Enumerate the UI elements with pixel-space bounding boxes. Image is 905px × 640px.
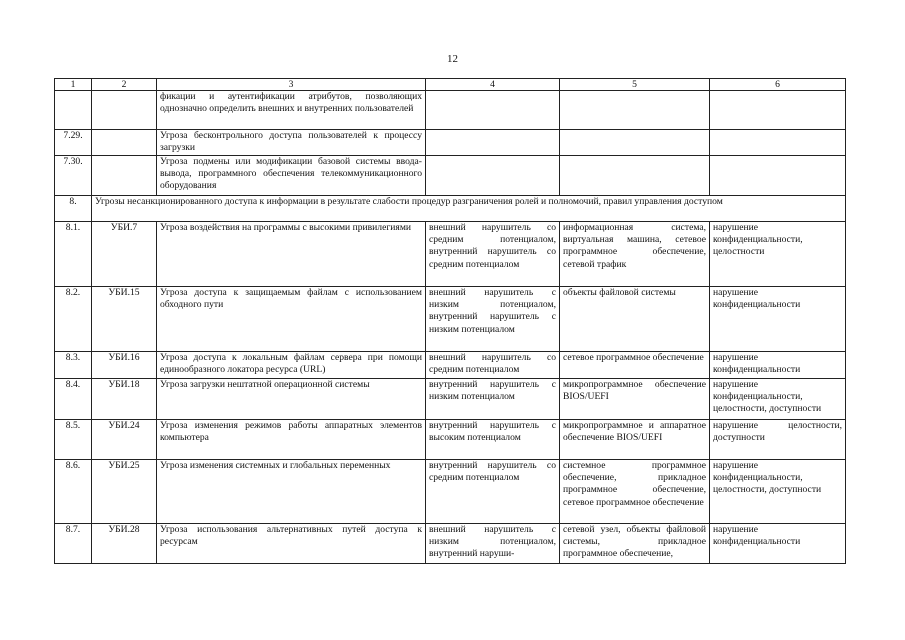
header-cell: 1 <box>55 79 92 91</box>
consequence <box>710 156 846 196</box>
table-row <box>55 130 846 156</box>
consequence: нарушение конфиденциальности, целостности, доступности <box>710 379 846 420</box>
consequence: нарушение конфиденциальности, целостности <box>710 222 846 287</box>
table-row <box>55 287 846 352</box>
violator: внешний нарушитель с низким потенциалом, внутренний нарушитель с низким потенциалом <box>426 287 560 352</box>
threat-code: УБИ.7 <box>92 222 157 287</box>
consequence: нарушение конфиденциальности, целостности, доступности <box>710 460 846 524</box>
table-row <box>55 379 846 420</box>
violator: внешний нарушитель с низким потенциалом, внутренний наруши- <box>426 524 560 564</box>
threat-name: Угроза бесконтрольного доступа пользователей к процессу загрузки <box>157 130 426 156</box>
threat-code: УБИ.28 <box>92 524 157 564</box>
table-row <box>55 91 846 130</box>
impact-objects <box>560 156 710 196</box>
table-row <box>55 156 846 196</box>
consequence <box>710 130 846 156</box>
row-number: 8.5. <box>55 420 92 460</box>
consequence: нарушение целостности, доступности <box>710 420 846 460</box>
threat-code: УБИ.16 <box>92 352 157 379</box>
threat-code <box>92 91 157 130</box>
threat-name: Угроза изменения системных и глобальных переменных <box>157 460 426 524</box>
threat-name: Угроза воздействия на программы с высокими привилегиями <box>157 222 426 287</box>
impact-objects: микропрограммное обеспечение BIOS/UEFI <box>560 379 710 420</box>
table-row <box>55 352 846 379</box>
consequence: нарушение конфиденциальности <box>710 524 846 564</box>
consequence: нарушение конфиденциальности <box>710 287 846 352</box>
threat-name: Угроза использования альтернативных путей доступа к ресурсам <box>157 524 426 564</box>
consequence <box>710 91 846 130</box>
threat-name: Угроза доступа к защищаемым файлам с использованием обходного пути <box>157 287 426 352</box>
impact-objects <box>560 91 710 130</box>
row-number: 7.30. <box>55 156 92 196</box>
header-cell: 4 <box>426 79 560 91</box>
violator: внутренний нарушитель с низким потенциалом <box>426 379 560 420</box>
row-number <box>55 91 92 130</box>
row-number: 8.7. <box>55 524 92 564</box>
row-number: 8.1. <box>55 222 92 287</box>
table-row <box>55 222 846 287</box>
threat-code <box>92 130 157 156</box>
table-row <box>55 524 846 564</box>
consequence: нарушение конфиденциальности <box>710 352 846 379</box>
table-header-row <box>55 79 846 91</box>
threat-code: УБИ.25 <box>92 460 157 524</box>
threat-code: УБИ.15 <box>92 287 157 352</box>
violator: внешний нарушитель со средним потенциалом, внутренний нарушитель со средним потенциалом <box>426 222 560 287</box>
violator <box>426 91 560 130</box>
violator: внутренний нарушитель с высоким потенциалом <box>426 420 560 460</box>
header-cell: 5 <box>560 79 710 91</box>
row-number: 7.29. <box>55 130 92 156</box>
impact-objects: объекты файловой системы <box>560 287 710 352</box>
impact-objects: сетевое программное обеспечение <box>560 352 710 379</box>
section-number: 8. <box>55 196 92 222</box>
row-number: 8.4. <box>55 379 92 420</box>
impact-objects: микропрограммное и аппаратное обеспечение BIOS/UEFI <box>560 420 710 460</box>
row-number: 8.6. <box>55 460 92 524</box>
header-cell: 6 <box>710 79 846 91</box>
page-number: 12 <box>447 53 458 65</box>
violator <box>426 130 560 156</box>
violator: внутренний нарушитель со средним потенциалом <box>426 460 560 524</box>
threat-name: Угроза подмены или модификации базовой системы ввода-вывода, программного обеспечения телекоммуникационного оборудования <box>157 156 426 196</box>
table-row <box>55 420 846 460</box>
impact-objects <box>560 130 710 156</box>
violator: внешний нарушитель со средним потенциалом <box>426 352 560 379</box>
threat-code: УБИ.24 <box>92 420 157 460</box>
impact-objects: системное программное обеспечение, прикладное программное обеспечение, сетевое программное обеспечение <box>560 460 710 524</box>
table-row <box>55 460 846 524</box>
impact-objects: сетевой узел, объекты файловой системы, прикладное программное обеспечение, <box>560 524 710 564</box>
threat-name: Угроза загрузки нештатной операционной системы <box>157 379 426 420</box>
section-row <box>55 196 846 222</box>
threat-name: Угроза доступа к локальным файлам сервера при помощи единообразного локатора ресурса (URL) <box>157 352 426 379</box>
row-number: 8.3. <box>55 352 92 379</box>
violator <box>426 156 560 196</box>
header-cell: 3 <box>157 79 426 91</box>
threat-code <box>92 156 157 196</box>
threats-table <box>54 78 846 564</box>
row-number: 8.2. <box>55 287 92 352</box>
section-title: Угрозы несанкционированного доступа к информации в результате слабости процедур разграничения ролей и полномочий, правил управления доступом <box>92 196 846 222</box>
header-cell: 2 <box>92 79 157 91</box>
impact-objects: информационная система, виртуальная машина, сетевое программное обеспечение, сетевой трафик <box>560 222 710 287</box>
threat-name: фикации и аутентификации атрибутов, позволяющих однозначно определить внешних и внутренних пользователей <box>157 91 426 130</box>
threat-code: УБИ.18 <box>92 379 157 420</box>
threat-name: Угроза изменения режимов работы аппаратных элементов компьютера <box>157 420 426 460</box>
